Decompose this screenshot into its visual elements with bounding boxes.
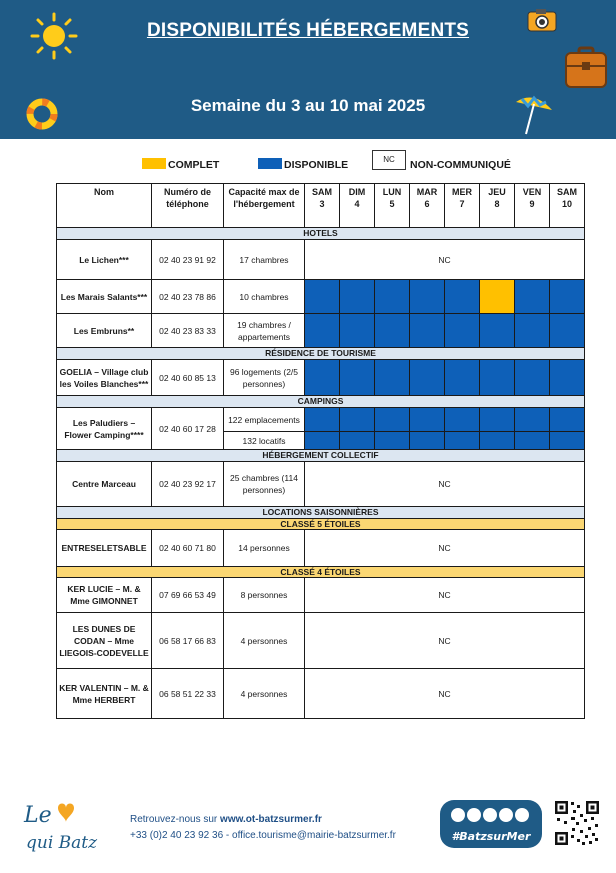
le-qui-batz-logo xyxy=(20,796,110,856)
day-cell-disponible xyxy=(515,432,550,450)
day-cell-disponible xyxy=(340,360,375,396)
legend-nc-box: NC xyxy=(372,150,406,170)
row-phone: 02 40 23 78 86 xyxy=(152,280,224,314)
row-name: KER VALENTIN – M. & Mme HERBERT xyxy=(57,669,152,719)
row-name: LES DUNES DE CODAN – Mme LIEGOIS-CODEVELLE xyxy=(57,613,152,669)
header-day: MER 7 xyxy=(445,184,480,228)
footer-phone-email: +33 (0)2 40 23 92 36 - office.tourisme@mairie-batzsurmer.fr xyxy=(130,830,396,841)
row-phone: 07 69 66 53 49 xyxy=(152,578,224,613)
table-row xyxy=(57,669,585,719)
row-phone: 02 40 23 91 92 xyxy=(152,240,224,280)
row-phone: 06 58 51 22 33 xyxy=(152,669,224,719)
day-cell-disponible xyxy=(340,432,375,450)
legend xyxy=(0,150,616,174)
day-cell-disponible xyxy=(375,314,410,348)
section-residence: RÉSIDENCE DE TOURISME xyxy=(57,348,585,360)
day-cell-disponible xyxy=(445,432,480,450)
day-cell-disponible xyxy=(445,360,480,396)
row-capacity: 4 personnes xyxy=(224,669,305,719)
header-nom: Nom xyxy=(57,184,152,228)
row-name: Les Paludiers – Flower Camping**** xyxy=(57,408,152,450)
section-locations: LOCATIONS SAISONNIÈRES xyxy=(57,507,585,519)
row-phone: 02 40 23 92 17 xyxy=(152,462,224,507)
day-cell-disponible xyxy=(375,432,410,450)
day-cell-disponible xyxy=(410,432,445,450)
social-hashtag-badge xyxy=(438,798,544,850)
header-banner xyxy=(0,0,616,139)
day-cell-disponible xyxy=(550,408,585,432)
day-cell-disponible xyxy=(480,408,515,432)
day-cell-complet xyxy=(480,280,515,314)
row-capacity: 122 emplacements xyxy=(224,408,305,432)
row-nc: NC xyxy=(305,613,585,669)
subsection-classe5: CLASSÉ 5 ÉTOILES xyxy=(57,519,585,530)
day-cell-disponible xyxy=(445,408,480,432)
legend-disponible-swatch xyxy=(258,158,282,169)
row-capacity: 4 personnes xyxy=(224,613,305,669)
legend-nc-label: NON-COMMUNIQUÉ xyxy=(410,159,511,171)
row-nc: NC xyxy=(305,669,585,719)
day-cell-disponible xyxy=(305,314,340,348)
header-day: VEN 9 xyxy=(515,184,550,228)
day-cell-disponible xyxy=(340,408,375,432)
day-cell-disponible xyxy=(410,408,445,432)
svg-text:qui Batz: qui Batz xyxy=(26,833,98,853)
day-cell-disponible xyxy=(480,360,515,396)
row-capacity: 17 chambres xyxy=(224,240,305,280)
row-capacity: 96 logements (2/5 personnes) xyxy=(224,360,305,396)
day-cell-disponible xyxy=(445,280,480,314)
header-telephone: Numéro de téléphone xyxy=(152,184,224,228)
section-collectif: HÉBERGEMENT COLLECTIF xyxy=(57,450,585,462)
day-cell-disponible xyxy=(410,314,445,348)
table-row xyxy=(57,462,585,507)
row-name: KER LUCIE – M. & Mme GIMONNET xyxy=(57,578,152,613)
table-row xyxy=(57,408,585,432)
header-day: SAM 3 xyxy=(305,184,340,228)
header-day: LUN 5 xyxy=(375,184,410,228)
qr-code[interactable] xyxy=(554,800,600,846)
day-cell-disponible xyxy=(515,280,550,314)
day-cell-disponible xyxy=(550,432,585,450)
row-phone: 02 40 23 83 33 xyxy=(152,314,224,348)
legend-disponible-label: DISPONIBLE xyxy=(284,159,349,171)
row-phone: 02 40 60 17 28 xyxy=(152,408,224,450)
row-nc: NC xyxy=(305,462,585,507)
row-capacity: 14 personnes xyxy=(224,530,305,567)
day-cell-disponible xyxy=(375,360,410,396)
legend-complet-label: COMPLET xyxy=(168,159,220,171)
row-phone: 02 40 60 71 80 xyxy=(152,530,224,567)
day-cell-disponible xyxy=(305,280,340,314)
website-link[interactable]: www.ot-batzsurmer.fr xyxy=(220,814,322,825)
table-row xyxy=(57,360,585,396)
row-capacity: 8 personnes xyxy=(224,578,305,613)
footer-website-line: Retrouvez-nous sur www.ot-batzsurmer.fr xyxy=(130,814,322,825)
row-name: Centre Marceau xyxy=(57,462,152,507)
day-cell-disponible xyxy=(550,314,585,348)
row-name: ENTRESELETSABLE xyxy=(57,530,152,567)
day-cell-disponible xyxy=(305,408,340,432)
row-capacity: 10 chambres xyxy=(224,280,305,314)
table-row xyxy=(57,530,585,567)
day-cell-disponible xyxy=(340,314,375,348)
header-day: SAM 10 xyxy=(550,184,585,228)
day-cell-disponible xyxy=(305,360,340,396)
section-campings: CAMPINGS xyxy=(57,396,585,408)
suitcase-icon xyxy=(562,44,610,92)
row-name: Le Lichen*** xyxy=(57,240,152,280)
row-nc: NC xyxy=(305,240,585,280)
day-cell-disponible xyxy=(410,280,445,314)
svg-text:Le: Le xyxy=(24,803,52,828)
row-name: Les Marais Salants*** xyxy=(57,280,152,314)
day-cell-disponible xyxy=(375,280,410,314)
legend-complet-swatch xyxy=(142,158,166,169)
row-capacity: 25 chambres (114 personnes) xyxy=(224,462,305,507)
day-cell-disponible xyxy=(340,280,375,314)
table-row xyxy=(57,314,585,348)
row-name: GOELIA – Village club les Voiles Blanches*** xyxy=(57,360,152,396)
subsection-classe4: CLASSÉ 4 ÉTOILES xyxy=(57,567,585,578)
day-cell-disponible xyxy=(515,408,550,432)
availability-table xyxy=(56,183,585,719)
section-hotels: HOTELS xyxy=(57,228,585,240)
table-row xyxy=(57,613,585,669)
row-nc: NC xyxy=(305,530,585,567)
day-cell-disponible xyxy=(375,408,410,432)
page-title: DISPONIBILITÉS HÉBERGEMENTS xyxy=(146,20,470,41)
day-cell-disponible xyxy=(410,360,445,396)
svg-text:#BatzsurMer: #BatzsurMer xyxy=(451,830,531,843)
footer-contact xyxy=(130,812,396,844)
row-nc: NC xyxy=(305,578,585,613)
day-cell-disponible xyxy=(550,360,585,396)
header-day: DIM 4 xyxy=(340,184,375,228)
week-subtitle: Semaine du 3 au 10 mai 2025 xyxy=(190,96,426,115)
day-cell-disponible xyxy=(515,314,550,348)
day-cell-disponible xyxy=(445,314,480,348)
table-header-row xyxy=(57,184,585,228)
row-name: Les Embruns** xyxy=(57,314,152,348)
table-row xyxy=(57,240,585,280)
row-phone: 06 58 17 66 83 xyxy=(152,613,224,669)
social-icons xyxy=(451,808,529,822)
header-day: JEU 8 xyxy=(480,184,515,228)
table-row xyxy=(57,578,585,613)
header-day: MAR 6 xyxy=(410,184,445,228)
row-phone: 02 40 60 85 13 xyxy=(152,360,224,396)
day-cell-disponible xyxy=(305,432,340,450)
header-capacite: Capacité max de l'hébergement xyxy=(224,184,305,228)
day-cell-disponible xyxy=(550,280,585,314)
table-row xyxy=(57,280,585,314)
row-capacity: 19 chambres / appartements xyxy=(224,314,305,348)
day-cell-disponible xyxy=(515,360,550,396)
day-cell-disponible xyxy=(480,432,515,450)
row-capacity: 132 locatifs xyxy=(224,432,305,450)
day-cell-disponible xyxy=(480,314,515,348)
